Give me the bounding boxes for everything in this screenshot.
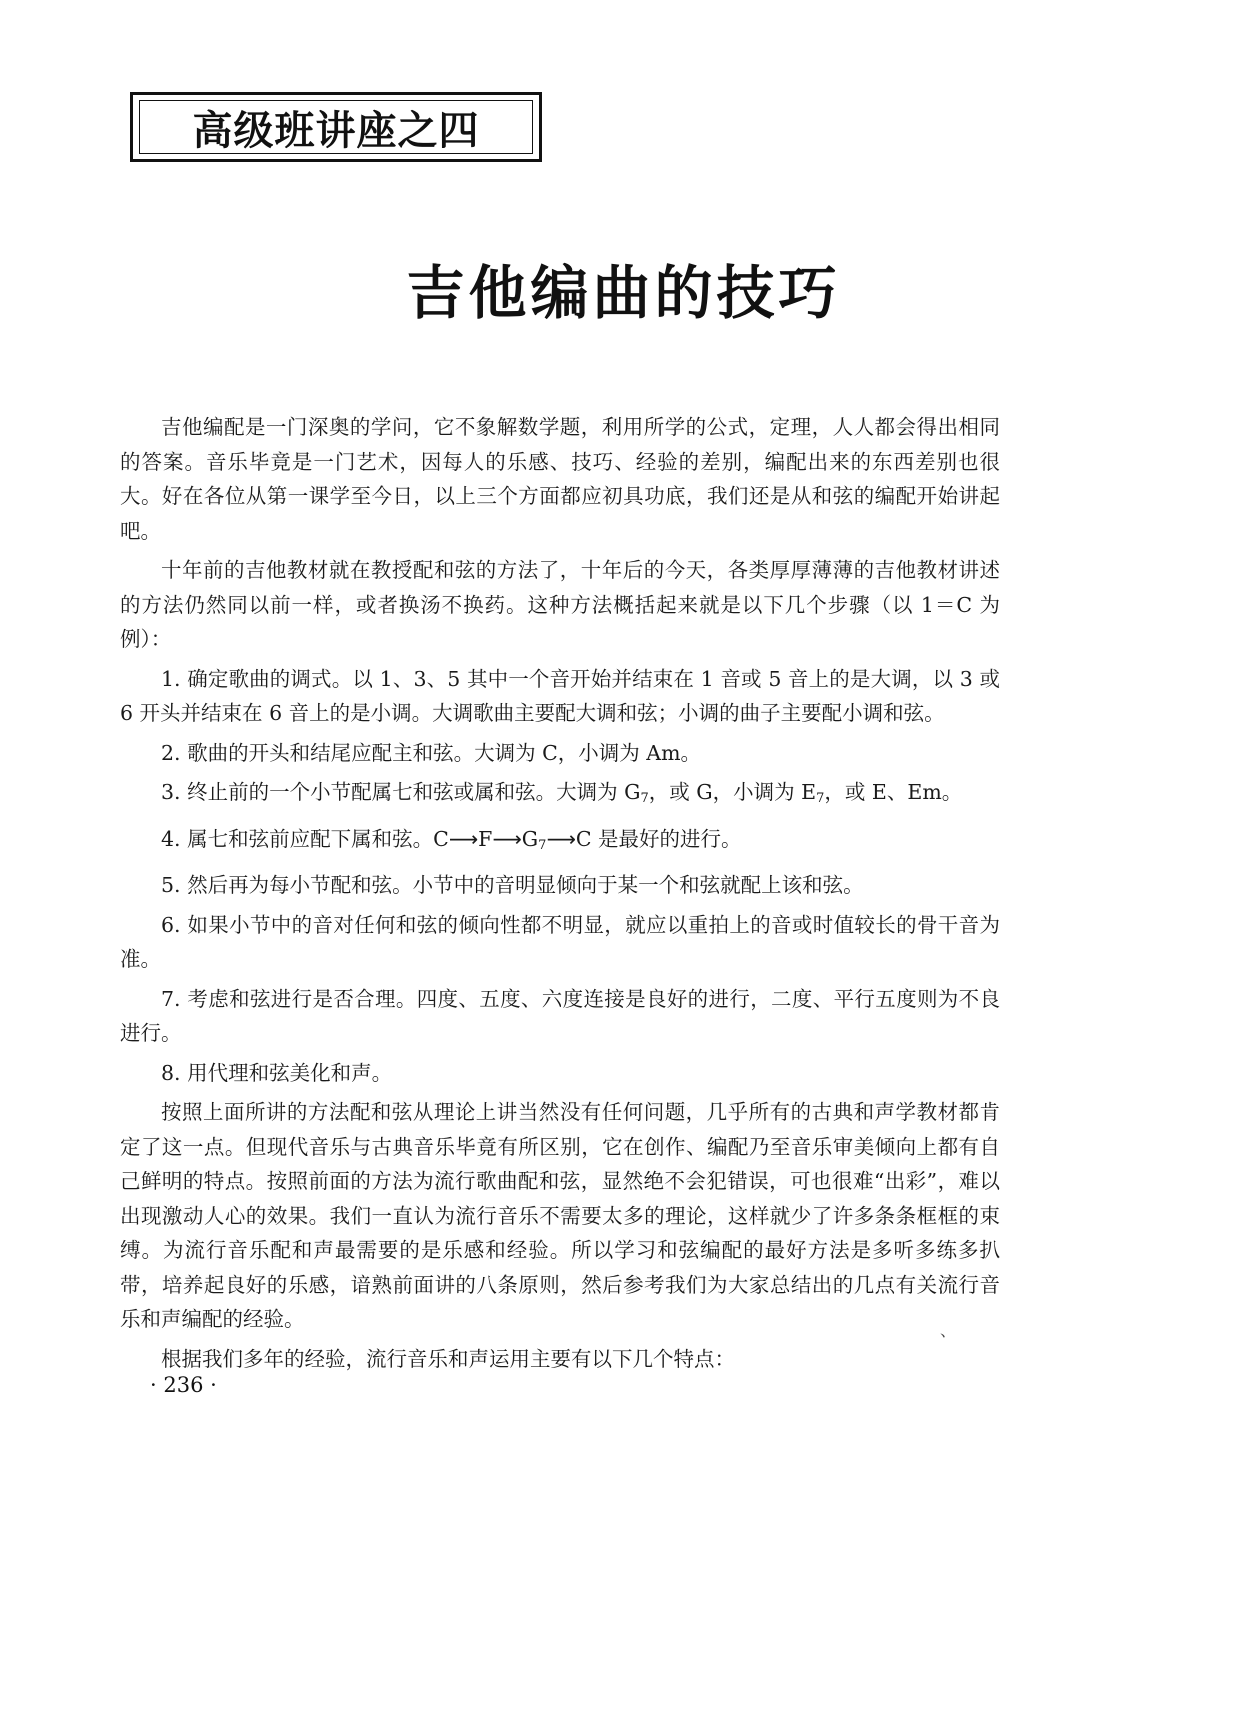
list-item-4-sub: 7	[538, 837, 547, 853]
list-item-6: 6. 如果小节中的音对任何和弦的倾向性都不明显，就应以重拍上的音或时值较长的骨干音为准。	[120, 912, 1000, 971]
paragraph-intro: 吉他编配是一门深奥的学问，它不象解数学题，利用所学的公式，定理，人人都会得出相同的答案。音乐毕竟是一门艺术，因每人的乐感、技巧、经验的差别，编配出来的东西差别也很大。好在各位从第一课学至今日，以上三个方面都应初具功底，我们还是从和弦的编配开始讲起吧。	[120, 415, 1000, 543]
section-header-label: 高级班讲座之四	[192, 107, 480, 154]
paragraph-lead-in: 根据我们多年的经验，流行音乐和声运用主要有以下几个特点：	[161, 1346, 735, 1371]
list-item-3	[120, 775, 1000, 817]
list-item-1: 1. 确定歌曲的调式。以 1、3、5 其中一个音开始并结束在 1 音或 5 音上的是大调，以 3 或 6 开头并结束在 6 音上的是小调。大调歌曲主要配大调和弦；小调的曲子主要配小调和弦。	[120, 666, 1000, 725]
section-header-box	[130, 92, 542, 162]
list-item-3-text-a: 3. 终止前的一个小节配属七和弦或属和弦。大调为 G	[161, 780, 641, 804]
list-item-2: 2. 歌曲的开头和结尾应配主和弦。大调为 C，小调为 Am。	[161, 740, 702, 765]
section-header-inner-border	[139, 100, 533, 154]
list-item-3-text-c: ，或 E、Em。	[824, 780, 963, 804]
paragraph-discussion: 按照上面所讲的方法配和弦从理论上讲当然没有任何问题，几乎所有的古典和声学教材都肯定了这一点。但现代音乐与古典音乐毕竟有所区别，它在创作、编配乃至音乐审美倾向上都有自己鲜明的特点。按照前面的方法为流行歌曲配和弦，显然绝不会犯错误，可也很难“出彩”，难以出现激动人心的效果。我们一直认为流行音乐不需要太多的理论，这样就少了许多条条框框的束缚。为流行音乐配和声最需要的是乐感和经验。所以学习和弦编配的最好方法是多听多练多扒带，培养起良好的乐感，谙熟前面讲的八条原则，然后参考我们为大家总结出的几点有关流行音乐和声编配的经验。	[120, 1100, 1000, 1331]
paragraph-method: 十年前的吉他教材就在教授配和弦的方法了，十年后的今天，各类厚厚薄薄的吉他教材讲述的方法仍然同以前一样，或者换汤不换药。这种方法概括起来就是以下几个步骤（以 1＝C 为例）：	[120, 558, 1000, 651]
list-item-4-text-b: F	[478, 826, 493, 851]
page-title: 吉他编曲的技巧	[406, 259, 841, 327]
list-item-3-sub-1: 7	[640, 791, 649, 806]
list-item-4-text-d: C 是最好的进行。	[575, 826, 742, 851]
list-item-4-text-c: G	[521, 826, 539, 851]
page-number: · 236 ·	[150, 1373, 217, 1397]
list-item-7: 7. 考虑和弦进行是否合理。四度、五度、六度连接是良好的进行，二度、平行五度则为不良进行。	[120, 986, 1000, 1045]
arrow-icon: ⟶	[448, 826, 479, 851]
stray-mark: 、	[940, 1321, 957, 1340]
list-item-3-text-b: ，或 G，小调为 E	[648, 780, 817, 804]
list-item-5: 5. 然后再为每小节配和弦。小节中的音明显倾向于某一个和弦就配上该和弦。	[161, 873, 864, 897]
arrow-icon: ⟶	[546, 826, 576, 851]
arrow-icon: ⟶	[492, 826, 522, 851]
list-item-3-sub-2: 7	[816, 791, 825, 806]
list-item-8: 8. 用代理和弦美化和声。	[161, 1060, 393, 1085]
article-body	[120, 410, 1000, 1381]
list-item-4-text-a: 4. 属七和弦前应配下属和弦。C	[161, 826, 449, 851]
list-item-4	[120, 822, 1000, 864]
